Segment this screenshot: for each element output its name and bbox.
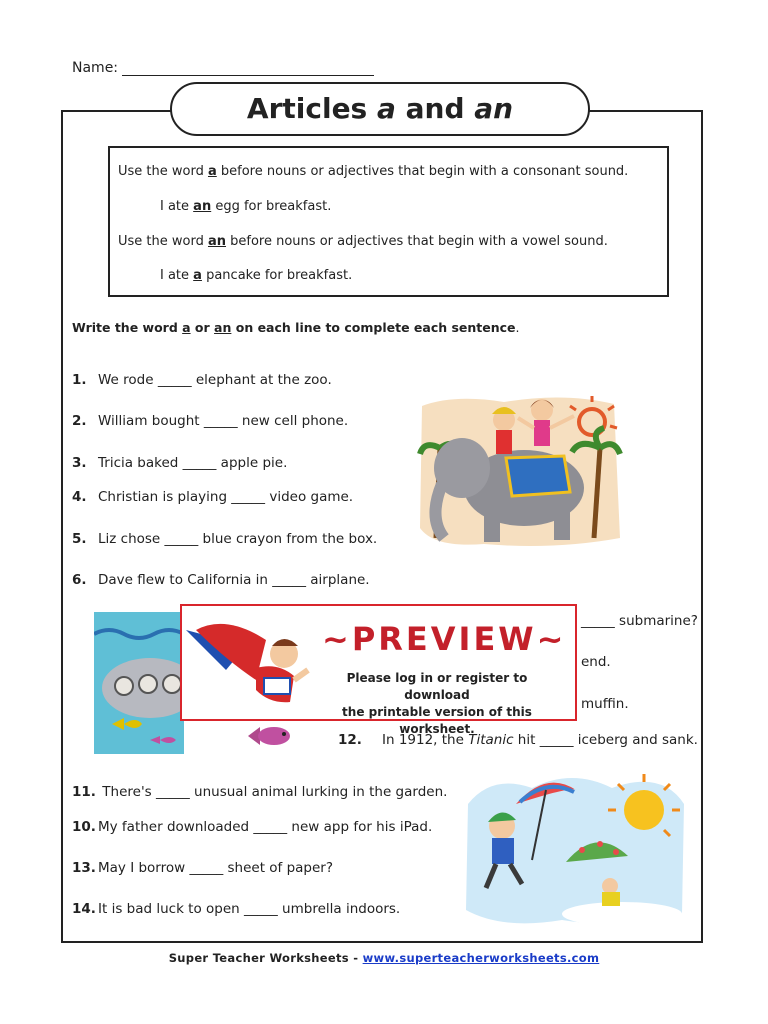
question-partial-submarine: _____ submarine? [581, 613, 698, 629]
question-partial-end: end. [581, 654, 611, 670]
name-blank[interactable] [122, 61, 374, 76]
umbrella-illustration [462, 764, 688, 928]
question-14: 14. It is bad luck to open _____ umbrella indoors. [72, 901, 401, 917]
question-12: 12. In 1912, the Titanic hit _____ iceberg and sank. [338, 732, 698, 748]
preview-message: Please log in or register to download the printable version of this worksheet. [342, 671, 532, 736]
elephant-illustration [414, 388, 624, 552]
site-link[interactable]: www.superteacherworksheets.com [362, 951, 600, 965]
question-11: 11. There's _____ unusual animal lurking in the garden. [72, 784, 448, 800]
question-10: 10. My father downloaded _____ new app for his iPad. [72, 819, 433, 835]
submarine-illustration [94, 612, 184, 754]
question-3: 3. Tricia baked _____ apple pie. [72, 455, 288, 471]
name-field [72, 60, 374, 76]
question-2: 2. William bought _____ new cell phone. [72, 413, 349, 429]
instructions: Write the word a or an on each line to complete each sentence. [72, 320, 520, 335]
footer: Super Teacher Worksheets - www.superteacherworksheets.com [168, 951, 600, 965]
preview-title: ~PREVIEW~ [322, 620, 567, 658]
question-partial-muffin: muffin. [581, 696, 629, 712]
example-1: I ate an egg for breakfast. [160, 199, 332, 214]
page-title: Articles a and an [170, 82, 590, 136]
rule-consonant: Use the word a before nouns or adjectives that begin with a consonant sound. [118, 164, 629, 179]
example-2: I ate a pancake for breakfast. [160, 268, 353, 283]
fish-illustration [246, 721, 294, 751]
name-label: Name: [72, 60, 119, 76]
question-5: 5. Liz chose _____ blue crayon from the box. [72, 531, 378, 547]
preview-banner[interactable] [180, 604, 577, 736]
rule-vowel: Use the word an before nouns or adjectives that begin with a vowel sound. [118, 234, 608, 249]
rule-box [108, 146, 669, 297]
question-13: 13. May I borrow _____ sheet of paper? [72, 860, 334, 876]
superhero-teacher-icon [186, 610, 314, 718]
question-4: 4. Christian is playing _____ video game. [72, 489, 354, 505]
question-1: 1. We rode _____ elephant at the zoo. [72, 372, 332, 388]
question-6: 6. Dave flew to California in _____ airplane. [72, 572, 370, 588]
